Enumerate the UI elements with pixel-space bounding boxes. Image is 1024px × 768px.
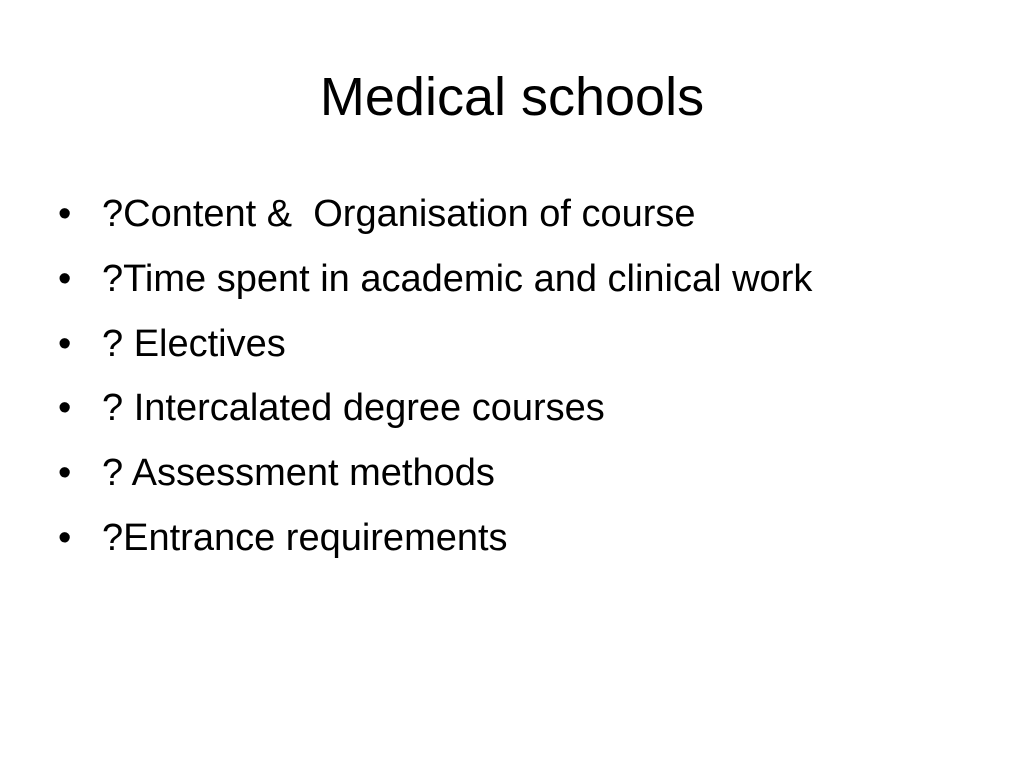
bullet-icon: • [58, 257, 72, 300]
bullet-icon: • [58, 322, 72, 365]
list-item [58, 513, 508, 578]
bullet-icon: • [58, 387, 72, 430]
slide-title: Medical schools [319, 67, 705, 127]
bullet-text: ? Electives [102, 322, 286, 365]
bullet-text: ? Assessment methods [102, 452, 495, 495]
bullet-text: ?Content & Organisation of course [102, 193, 696, 235]
bullet-list [58, 189, 813, 578]
bullet-text: ? Intercalated degree courses [102, 387, 605, 430]
bullet-icon: • [58, 193, 72, 235]
list-item [58, 189, 696, 254]
list-item [58, 254, 813, 319]
list-item [58, 448, 495, 513]
list-item [58, 319, 286, 384]
bullet-icon: • [58, 452, 72, 495]
bullet-icon: • [58, 516, 72, 559]
list-item [58, 383, 605, 448]
bullet-text: ?Entrance requirements [102, 516, 508, 559]
bullet-text: ?Time spent in academic and clinical work [102, 257, 813, 300]
